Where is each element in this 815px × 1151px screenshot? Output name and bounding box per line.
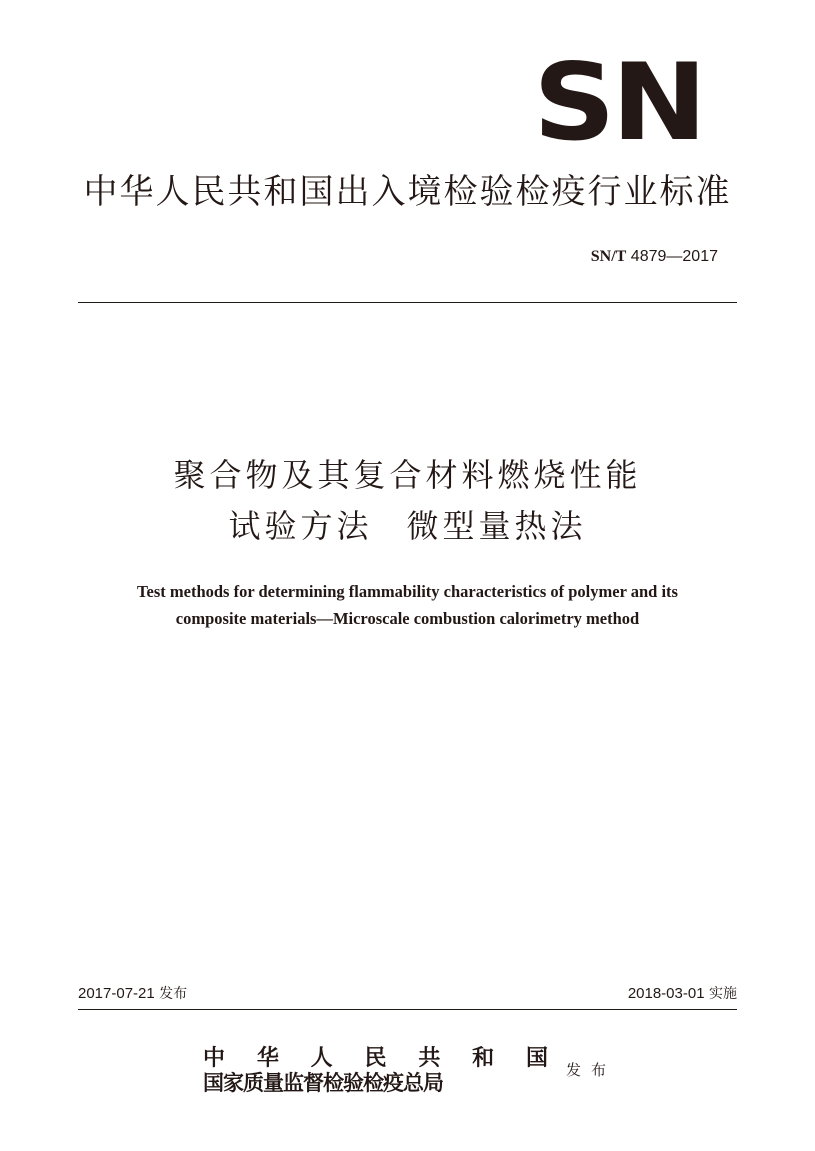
cn-title-line2	[0, 506, 815, 546]
en-title-line2: composite materials—Microscale combustion calorimetry method	[175, 609, 640, 628]
issuing-authority	[203, 1046, 548, 1096]
en-title-line1: Test methods for determining flammability characteristics of polymer and its	[137, 582, 678, 601]
bottom-divider	[78, 1009, 737, 1010]
standard-number	[591, 246, 718, 267]
issuer-char: 华	[256, 1045, 279, 1071]
issue-date-value: 2017-07-21	[78, 985, 155, 1002]
top-divider	[78, 302, 737, 303]
issuer-char: 和	[472, 1045, 495, 1071]
standard-code: SN/T	[590, 248, 627, 265]
impl-date-value: 2018-03-01	[627, 985, 705, 1002]
issue-date	[78, 984, 187, 1004]
issuer-line1	[203, 1046, 548, 1070]
issuer-char: 共	[418, 1045, 441, 1071]
issuer-char: 人	[310, 1045, 333, 1071]
en-title	[60, 578, 755, 632]
publish-label: 发布	[566, 1061, 617, 1079]
issue-label: 发布	[154, 986, 188, 1002]
issuer-char: 中	[203, 1045, 226, 1071]
implementation-date	[628, 984, 737, 1004]
issuer-line2: 国家质量监督检验检疫总局	[203, 1070, 443, 1095]
sn-logo: SN	[533, 41, 703, 164]
cn-title-line2-part1: 试验方法	[228, 507, 373, 545]
cn-title-line2-part2: 微型量热法	[406, 507, 587, 545]
issuer-char: 民	[364, 1045, 387, 1071]
cn-title-line1: 聚合物及其复合材料燃烧性能	[173, 456, 642, 494]
org-title: 中华人民共和国出入境检验检疫行业标准	[83, 172, 732, 212]
issuer-char: 国	[525, 1045, 548, 1071]
standard-year: 4879—2017	[626, 248, 718, 265]
impl-label: 实施	[704, 986, 737, 1002]
